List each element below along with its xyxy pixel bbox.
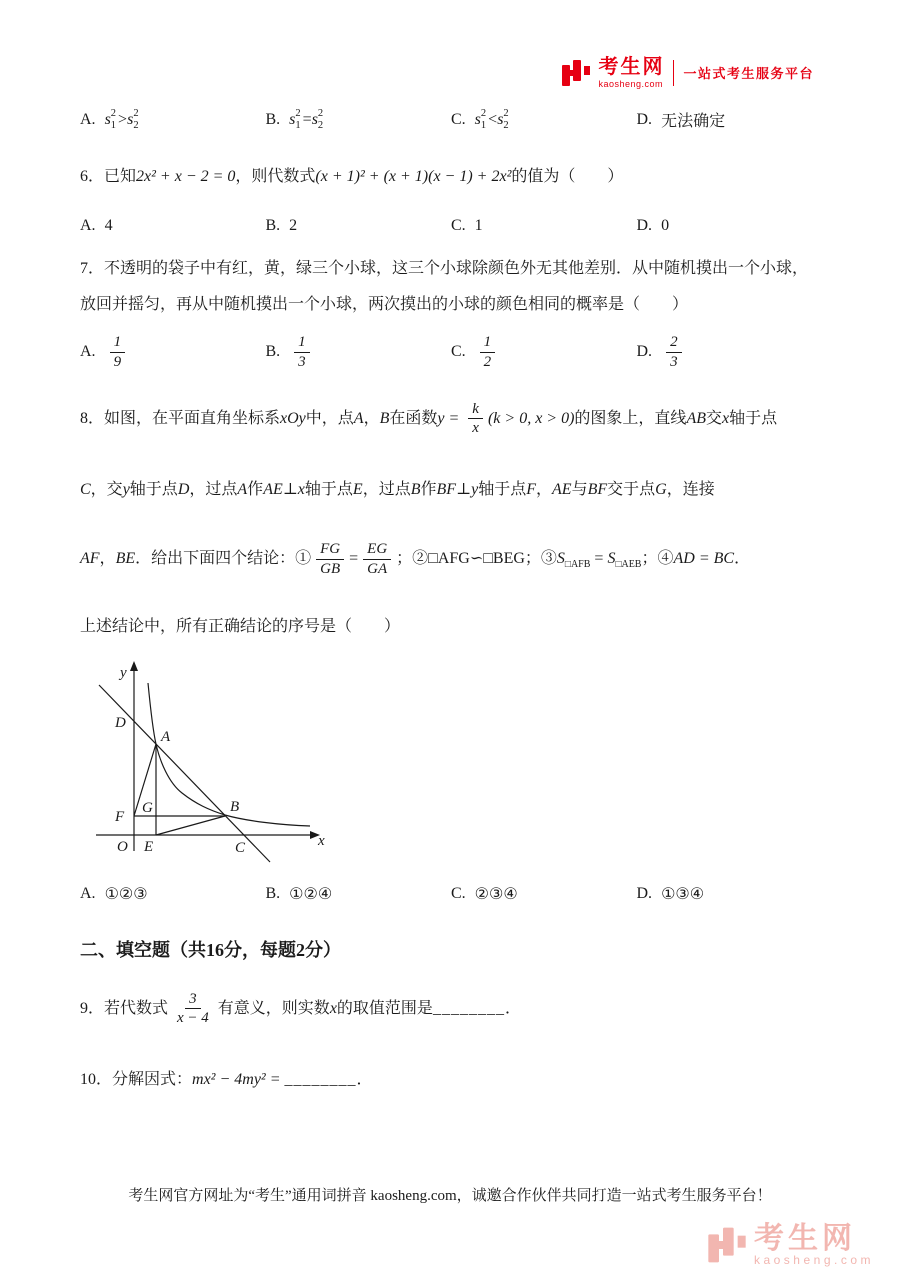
question-8-options-row bbox=[80, 884, 822, 904]
kaosheng-watermark bbox=[707, 1223, 874, 1267]
option-label: D. bbox=[636, 343, 653, 361]
brand-tagline: 一站式考生服务平台 bbox=[683, 66, 814, 82]
footer-text: 考生网官方网址为“考生”通用词拼音 kaosheng.com，诚邀合作伙伴共同打造一站式考生服务平台！ bbox=[128, 1188, 772, 1204]
label-D: D bbox=[115, 714, 126, 731]
option-label: A. bbox=[80, 217, 96, 234]
brand-text-block bbox=[598, 56, 664, 89]
option-label: D. bbox=[636, 884, 653, 902]
fraction: $\frac{1}{9}$ bbox=[110, 333, 126, 372]
option-label: C. bbox=[451, 217, 466, 234]
sup-sub: 2 1 bbox=[295, 108, 301, 131]
option-label: C. bbox=[451, 343, 466, 361]
q8-option-b bbox=[266, 884, 452, 904]
question-6-options-row bbox=[80, 217, 822, 235]
coordinate-plane-figure bbox=[84, 659, 334, 871]
q5-option-c bbox=[451, 108, 637, 130]
option-content: 2 bbox=[289, 217, 298, 234]
question-8-line-2: C，交y轴于点D，过点A作AE⊥x轴于点E，过点B作BF⊥y轴于点F，AE与BF交于点G，连接 bbox=[80, 481, 715, 498]
option-content bbox=[475, 333, 501, 372]
kaosheng-logo-icon bbox=[707, 1226, 747, 1264]
watermark-domain: kaosheng.com bbox=[753, 1253, 874, 1268]
option-content: ②③④ bbox=[474, 885, 518, 903]
question-5-options-row bbox=[80, 108, 822, 131]
option-label: B. bbox=[265, 343, 281, 361]
kaosheng-logo-icon bbox=[561, 59, 591, 87]
option-label: D. bbox=[636, 217, 653, 234]
label-E: E bbox=[144, 838, 154, 855]
q6-option-b bbox=[266, 217, 452, 235]
brand-domain: kaosheng.com bbox=[598, 79, 664, 89]
sup-sub: 2 2 bbox=[133, 108, 139, 131]
option-content bbox=[661, 333, 687, 372]
fraction: $\frac{1}{2}$ bbox=[480, 333, 496, 372]
q7-option-c bbox=[451, 333, 637, 372]
label-G: G bbox=[142, 799, 153, 816]
label-x: x bbox=[318, 832, 325, 849]
option-label: B. bbox=[265, 884, 281, 902]
figure-labels bbox=[114, 665, 325, 856]
question-9-stem: 9．若代数式 $\frac{3}{x - 4}$ 有意义，则实数x的取值范围是________． bbox=[80, 990, 521, 1027]
option-content: 4 bbox=[104, 217, 113, 234]
brand-name: 考生网 bbox=[598, 56, 665, 78]
label-O: O bbox=[117, 838, 128, 855]
page-footer bbox=[0, 1184, 900, 1205]
label-y: y bbox=[120, 664, 127, 681]
label-A: A bbox=[161, 728, 171, 745]
subscript: □AFB bbox=[564, 559, 591, 571]
option-content: ①②④ bbox=[289, 885, 333, 903]
fraction: $\frac{3}{x - 4}$ bbox=[177, 990, 209, 1027]
fraction: $\frac{1}{3}$ bbox=[294, 333, 310, 372]
figure-lines bbox=[96, 664, 312, 862]
option-content: s 2 1 > s 2 2 bbox=[104, 108, 139, 131]
section-2-title: 二、填空题（共16分，每题2分） bbox=[80, 939, 341, 960]
sup-sub: 2 1 bbox=[110, 108, 117, 131]
q6-option-c bbox=[451, 217, 637, 235]
subscript: □AEB bbox=[615, 559, 642, 571]
option-content: s 2 1 = s 2 2 bbox=[289, 108, 324, 131]
segment-BE bbox=[156, 816, 225, 835]
question-6-stem: 6．已知2x² + x − 2 = 0，则代数式(x + 1)² + (x + 1)(x − 1) + 2x²的值为（ ） bbox=[80, 168, 624, 185]
option-label: A. bbox=[80, 110, 96, 128]
option-label: C. bbox=[451, 884, 466, 902]
sup-sub: 2 1 bbox=[480, 108, 487, 131]
option-content: ①②③ bbox=[104, 885, 148, 903]
option-content: 无法确定 bbox=[661, 113, 726, 130]
question-10-stem: 10．分解因式：mx² − 4my² = ________． bbox=[80, 1071, 373, 1088]
option-label: A. bbox=[80, 343, 96, 361]
q7-option-a bbox=[80, 333, 266, 372]
question-8-line-4: 上述结论中，所有正确结论的序号是（ ） bbox=[80, 617, 401, 635]
q5-option-a bbox=[80, 108, 266, 130]
option-content: s 2 1 < s 2 2 bbox=[474, 108, 509, 131]
option-content: 0 bbox=[661, 217, 670, 234]
label-B: B bbox=[230, 798, 240, 815]
brand-divider bbox=[673, 60, 674, 86]
option-content: 1 bbox=[474, 217, 483, 234]
q7-option-b bbox=[266, 333, 452, 372]
axis-arrows bbox=[130, 661, 320, 839]
hyperbola-curve bbox=[148, 683, 310, 826]
option-label: C. bbox=[451, 110, 466, 128]
question-7-stem: 7．不透明的袋子中有红，黄，绿三个小球，这三个小球除颜色外无其他差别．从中随机摸出一个小球，放回并摇匀，再从中随机摸出一个小球，两次摸出的小球的颜色相同的概率是（ ） bbox=[80, 260, 809, 313]
q7-option-d bbox=[637, 333, 823, 372]
option-label: D. bbox=[636, 110, 653, 128]
question-8-figure bbox=[84, 659, 822, 876]
exam-content bbox=[80, 98, 822, 1098]
label-C: C bbox=[235, 839, 246, 856]
option-label: A. bbox=[80, 884, 96, 902]
q6-option-a bbox=[80, 217, 266, 235]
fraction: $\frac{2}{3}$ bbox=[666, 333, 682, 372]
fraction: $\frac{EG}{GA}$ bbox=[363, 540, 391, 579]
q8-option-d bbox=[637, 884, 823, 904]
sup-sub: 2 2 bbox=[317, 108, 324, 131]
sup-sub: 2 2 bbox=[503, 108, 509, 131]
label-F: F bbox=[115, 808, 125, 825]
question-8-line-1: 8．如图，在平面直角坐标系xOy中，点A，B在函数y = $\frac{k}{x}$ (k > 0, x > 0)的图象上，直线AB交x轴于点 bbox=[80, 400, 778, 437]
q8-option-c bbox=[451, 884, 637, 904]
fraction: $\frac{FG}{GB}$ bbox=[316, 540, 344, 579]
question-8-line-3: AF，BE．给出下面四个结论：① $\frac{FG}{GB}$ = $\frac{EG}{GA}$ ；②□AFG∽□BEG；$③S_{□AFB} = S_{□AEB}$；④AD = BC． bbox=[80, 541, 751, 577]
watermark-brand: 考生网 bbox=[753, 1221, 856, 1255]
option-content: ①③④ bbox=[661, 885, 705, 903]
q8-option-a bbox=[80, 884, 266, 904]
fraction: $\frac{k}{x}$ bbox=[468, 400, 483, 439]
y-axis-arrow bbox=[130, 661, 138, 671]
option-label: B. bbox=[265, 217, 281, 234]
kaosheng-header-logo bbox=[561, 56, 814, 89]
q5-option-b bbox=[266, 108, 452, 130]
watermark-text-block bbox=[754, 1223, 874, 1267]
option-label: B. bbox=[265, 110, 281, 128]
q5-option-d bbox=[637, 108, 823, 131]
option-content bbox=[289, 333, 315, 372]
q6-option-d bbox=[637, 217, 823, 235]
question-7-options-row bbox=[80, 333, 822, 372]
option-content bbox=[105, 333, 131, 372]
